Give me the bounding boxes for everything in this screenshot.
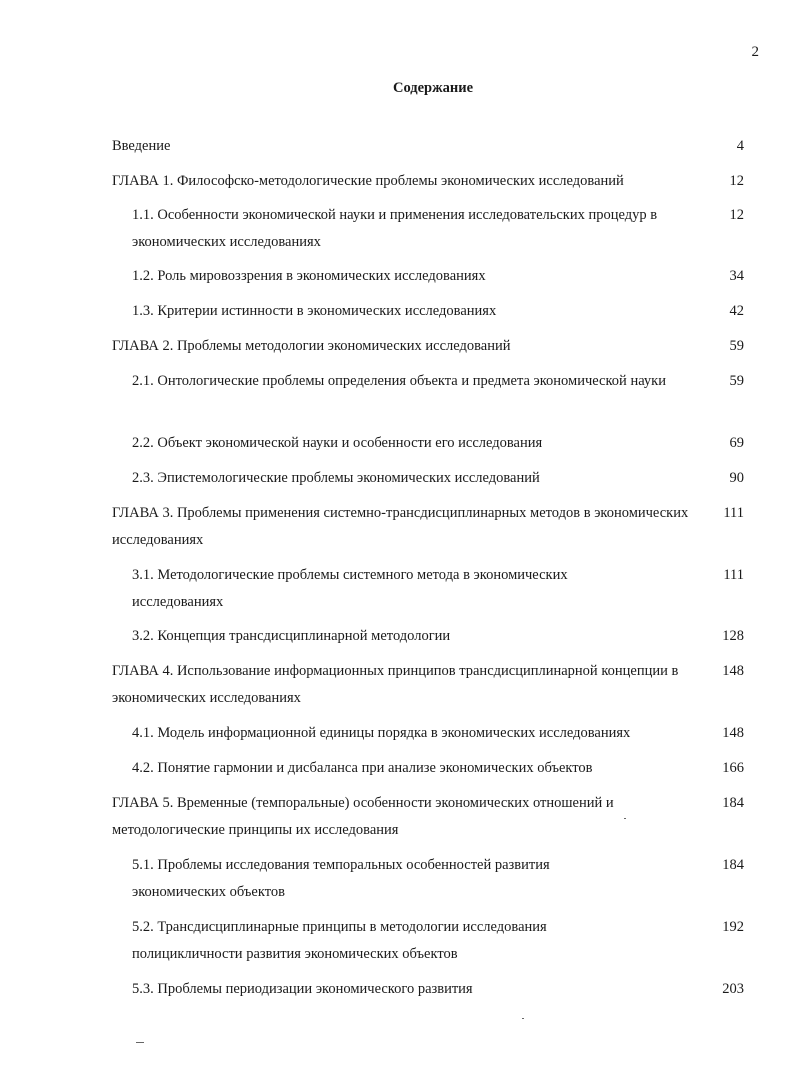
toc-entry-page: 184 bbox=[722, 795, 744, 811]
toc-entry-page: 59 bbox=[729, 338, 744, 354]
toc-entry-text: 1.2. Роль мировоззрения в экономических исследованиях bbox=[132, 268, 486, 284]
toc-entry-text: 2.3. Эпистемологические проблемы экономических исследований bbox=[132, 470, 540, 486]
toc-entry-text: ГЛАВА 4. Использование информационных принципов трансдисциплинарной концепции в экономических исследованиях bbox=[112, 663, 679, 706]
toc-entry-text: 4.1. Модель информационной единицы порядка в экономических исследованиях bbox=[132, 725, 631, 741]
toc-entry-text: ГЛАВА 3. Проблемы применения системно-трансдисциплинарных методов в экономических исследованиях bbox=[112, 505, 689, 548]
toc-entry-page: 42 bbox=[729, 303, 744, 319]
toc-entry-page: 184 bbox=[722, 857, 744, 873]
toc-entry-text: ГЛАВА 1. Философско-методологические проблемы экономических исследований bbox=[112, 173, 624, 189]
toc-entry-text: ГЛАВА 5. Временные (темпоральные) особенности экономических отношений и методологические принципы их исследования bbox=[112, 795, 614, 838]
toc-entry-page: 111 bbox=[723, 505, 744, 521]
toc-entry-page: 12 bbox=[729, 207, 744, 223]
toc-entry-page: 166 bbox=[722, 760, 744, 776]
toc-title: Содержание bbox=[392, 80, 474, 96]
toc-entry-page: 4 bbox=[736, 138, 744, 154]
toc-entry-text: ГЛАВА 2. Проблемы методологии экономических исследований bbox=[112, 338, 511, 354]
toc-entry-text: 3.1. Методологические проблемы системного метода в экономических исследованиях bbox=[132, 567, 568, 610]
toc-entry-text: Введение bbox=[112, 138, 171, 154]
toc-entry-page: 148 bbox=[722, 663, 744, 679]
toc-entry-page: 34 bbox=[729, 268, 744, 284]
page-number: 2 bbox=[751, 44, 759, 60]
toc-entry-page: 12 bbox=[729, 173, 744, 189]
toc-entry-page: 128 bbox=[722, 628, 744, 644]
toc-entry-text: 2.1. Онтологические проблемы определения объекта и предмета экономической науки bbox=[132, 373, 666, 389]
toc-entry-text: 1.3. Критерии истинности в экономических исследованиях bbox=[132, 303, 497, 319]
toc-entry-text: 5.2. Трансдисциплинарные принципы в методологии исследования полицикличности развития экономических объектов bbox=[132, 919, 547, 962]
scan-speck bbox=[136, 1042, 144, 1043]
toc-entry-text: 5.3. Проблемы периодизации экономического развития bbox=[132, 981, 473, 997]
toc-entry-page: 203 bbox=[722, 981, 744, 997]
toc-entry-text: 2.2. Объект экономической науки и особенности его исследования bbox=[132, 435, 543, 451]
toc-entry-text: 3.2. Концепция трансдисциплинарной методологии bbox=[132, 628, 451, 644]
toc-entry-page: 111 bbox=[723, 567, 744, 583]
scan-speck bbox=[522, 1018, 524, 1019]
toc-entry-text-line: 1.1. Особенности экономической науки и применения исследовательских процедур в экономических исследованиях bbox=[132, 207, 658, 250]
toc-entry-page: 59 bbox=[729, 373, 744, 389]
toc-entry-text bbox=[132, 202, 692, 256]
toc-entry-page: 69 bbox=[729, 435, 744, 451]
toc-entry-page: 90 bbox=[729, 470, 744, 486]
toc-entry-text: 4.2. Понятие гармонии и дисбаланса при анализе экономических объектов bbox=[132, 760, 593, 776]
toc-entry-page: 192 bbox=[722, 919, 744, 935]
toc-entry-page: 148 bbox=[722, 725, 744, 741]
toc-entry-text: 5.1. Проблемы исследования темпоральных особенностей развития экономических объектов bbox=[132, 857, 550, 900]
scan-speck bbox=[624, 818, 626, 819]
